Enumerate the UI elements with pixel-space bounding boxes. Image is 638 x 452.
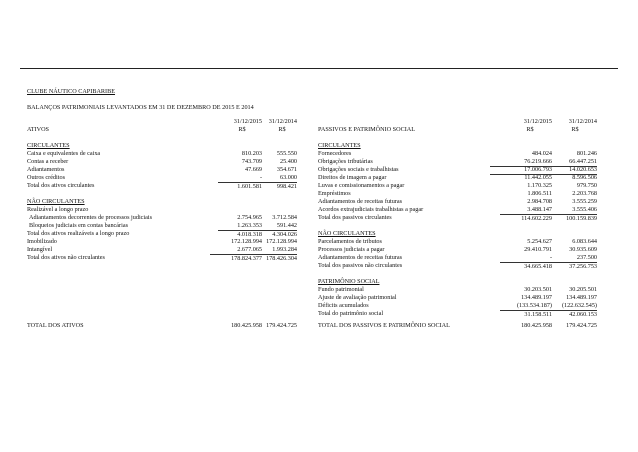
realizable-heading: Realizável a longo prazo bbox=[27, 206, 89, 213]
asset-row-label: Intangível bbox=[27, 246, 53, 253]
asset-row-2014: 63.000 bbox=[279, 174, 297, 181]
equity-row-2014: 134.489.197 bbox=[566, 294, 597, 301]
liability-row-2014: 14.020.653 bbox=[552, 166, 597, 175]
asset-row-label: Adiantamentos decorrentes de processos judiciais bbox=[29, 214, 153, 221]
total-row-2015: 114.602.229 bbox=[500, 214, 552, 223]
total-row-2014: 37.256.753 bbox=[552, 262, 597, 271]
asset-row-label: Bloqueios judiciais em contas bancárias bbox=[29, 222, 128, 229]
liab-currency-2014: R$ bbox=[571, 126, 579, 133]
asset-row-2014: 25.400 bbox=[279, 158, 297, 165]
asset-row-2015: 743.709 bbox=[241, 158, 262, 165]
asset-row-2015: 810.203 bbox=[241, 150, 262, 157]
liab-grand-total-2015: 180.425.958 bbox=[521, 322, 552, 329]
equity-row-2015: 134.489.197 bbox=[521, 294, 552, 301]
liability-row-label: Acordos extrajudiciais trabalhistas a pagar bbox=[318, 206, 424, 213]
liability-row-label: Parcelamentos de tributos bbox=[318, 238, 382, 245]
asset-row-2014: 172.128.994 bbox=[266, 238, 297, 245]
liability-row-2014: 8.596.506 bbox=[572, 174, 597, 181]
asset-row-2015: 2.754.965 bbox=[237, 214, 262, 221]
asset-row-label: Imobilizado bbox=[27, 238, 57, 245]
total-row-2015: 34.665.418 bbox=[500, 262, 552, 271]
liab-currency-2015: R$ bbox=[526, 126, 534, 133]
total-row-2014: 998.421 bbox=[262, 182, 297, 191]
liability-row-2015: 2.984.708 bbox=[527, 198, 552, 205]
equity-row-label: Fundo patrimonial bbox=[318, 286, 364, 293]
liability-row-2014: 2.203.768 bbox=[572, 190, 597, 197]
total-row-2015: 178.824.377 bbox=[210, 254, 262, 263]
assets-col-2015: 31/12/2015 bbox=[233, 118, 262, 125]
total-row-label: Total dos ativos circulantes bbox=[27, 182, 95, 189]
liab-noncurrent-heading: NÃO CIRCULANTES bbox=[318, 230, 376, 237]
liability-row-2014: 979.750 bbox=[576, 182, 597, 189]
assets-grand-total-label: TOTAL DOS ATIVOS bbox=[27, 322, 84, 329]
assets-currency-2015: R$ bbox=[238, 126, 246, 133]
top-rule bbox=[20, 68, 618, 69]
total-row-2015: 1.601.581 bbox=[218, 182, 262, 191]
liability-row-label: Luvas e comissionamentos a pagar bbox=[318, 182, 405, 189]
liability-row-2015: 29.410.791 bbox=[524, 246, 552, 253]
liability-row-label: Adiantamentos de receitas futuras bbox=[318, 198, 403, 205]
liability-row-2014: 3.555.406 bbox=[572, 206, 597, 213]
liability-row-2014: 3.555.259 bbox=[572, 198, 597, 205]
liability-row-label: Direitos de imagem a pagar bbox=[318, 174, 387, 181]
assets-noncurrent-heading: NÃO CIRCULANTES bbox=[27, 198, 85, 205]
total-row-label: Total dos ativos não circulantes bbox=[27, 254, 105, 261]
liability-row-label: Fornecedores bbox=[318, 150, 352, 157]
total-row-2014: 100.159.839 bbox=[552, 214, 597, 223]
liability-row-2015: 1.170.325 bbox=[527, 182, 552, 189]
asset-row-label: Outros créditos bbox=[27, 174, 65, 181]
liability-row-2014: 237.500 bbox=[576, 254, 597, 261]
liability-row-2014: 801.246 bbox=[576, 150, 597, 157]
asset-row-label: Contas a receber bbox=[27, 158, 69, 165]
asset-row-2014: 555.550 bbox=[276, 150, 297, 157]
assets-grand-total-2015: 180.425.958 bbox=[231, 322, 262, 329]
asset-row-2015: 172.128.994 bbox=[231, 238, 262, 245]
liability-row-2015: 3.488.147 bbox=[527, 206, 552, 213]
liab-grand-total-label: TOTAL DOS PASSIVOS E PATRIMÔNIO SOCIAL bbox=[318, 322, 450, 329]
assets-grand-total-2014: 179.424.725 bbox=[266, 322, 297, 329]
equity-row-label: Ajuste de avaliação patrimonial bbox=[318, 294, 397, 301]
liability-row-2015: 5.254.627 bbox=[527, 238, 552, 245]
company-name: CLUBE NÁUTICO CAPIBARIBE bbox=[27, 88, 116, 95]
equity-heading: PATRIMÔNIO SOCIAL bbox=[318, 278, 380, 285]
total-row-label: Total dos passivos circulantes bbox=[318, 214, 392, 221]
asset-row-2014: 354.671 bbox=[276, 166, 297, 173]
assets-col-2014: 31/12/2014 bbox=[268, 118, 297, 125]
total-row-label: Total do patrimônio social bbox=[318, 310, 384, 317]
equity-row-2014: 30.205.501 bbox=[569, 286, 597, 293]
liab-current-heading: CIRCULANTES bbox=[318, 142, 361, 149]
asset-row-2014: 591.442 bbox=[276, 222, 297, 229]
liability-row-label: Obrigações sociais e trabalhistas bbox=[318, 166, 399, 173]
liability-row-2015: 484.024 bbox=[531, 150, 552, 157]
asset-row-label: Adiantamentos bbox=[27, 166, 65, 173]
liability-row-2015: 11.442.055 bbox=[524, 174, 552, 181]
assets-currency-2014: R$ bbox=[278, 126, 286, 133]
assets-current-heading: CIRCULANTES bbox=[27, 142, 70, 149]
total-row-2015: 31.158.511 bbox=[500, 310, 552, 319]
equity-row-2015: 30.203.501 bbox=[524, 286, 552, 293]
total-row-2014: 4.304.026 bbox=[262, 230, 297, 239]
liab-grand-total-2014: 179.424.725 bbox=[566, 322, 597, 329]
total-row-label: Total dos passivos não circulantes bbox=[318, 262, 403, 269]
liab-col-2014: 31/12/2014 bbox=[568, 118, 597, 125]
total-row-2014: 178.426.304 bbox=[252, 254, 297, 263]
liability-row-label: Obrigações tributárias bbox=[318, 158, 373, 165]
liability-row-2014: 30.935.609 bbox=[569, 246, 597, 253]
asset-row-2015: 47.669 bbox=[244, 166, 262, 173]
liability-row-label: Adiantamentos de receitas futuras bbox=[318, 254, 403, 261]
asset-row-label: Caixa e equivalentes de caixa bbox=[27, 150, 101, 157]
equity-row-label: Déficits acumulados bbox=[318, 302, 369, 309]
assets-heading: ATIVOS bbox=[27, 126, 49, 133]
liability-row-label: Empréstimos bbox=[318, 190, 351, 197]
liability-row-2014: 66.447.251 bbox=[552, 158, 597, 167]
asset-row-2015: - bbox=[259, 174, 262, 181]
total-row-2015: 4.018.318 bbox=[218, 230, 262, 239]
liability-row-2015: 76.219.666 bbox=[490, 158, 552, 167]
total-row-2014: 42.060.153 bbox=[552, 310, 597, 319]
liability-row-label: Processos judiciais a pagar bbox=[318, 246, 385, 253]
total-row-label: Total dos ativos realizáveis a longo prazo bbox=[27, 230, 130, 237]
liabilities-heading: PASSIVOS E PATRIMÔNIO SOCIAL bbox=[318, 126, 416, 133]
liability-row-2014: 6.083.644 bbox=[572, 238, 597, 245]
liability-row-2015: 1.806.511 bbox=[527, 190, 552, 197]
equity-row-2015: (133.534.187) bbox=[516, 302, 552, 309]
liability-row-2015: 17.006.793 bbox=[490, 166, 552, 175]
asset-row-2014: 1.993.284 bbox=[272, 246, 297, 253]
liab-col-2015: 31/12/2015 bbox=[523, 118, 552, 125]
asset-row-2014: 3.712.584 bbox=[272, 214, 297, 221]
asset-row-2015: 1.263.353 bbox=[237, 222, 262, 229]
liability-row-2015: - bbox=[549, 254, 552, 261]
asset-row-2015: 2.677.065 bbox=[237, 246, 262, 253]
statement-title: BALANÇOS PATRIMONIAIS LEVANTADOS EM 31 DE DEZEMBRO DE 2015 E 2014 bbox=[27, 104, 254, 111]
equity-row-2014: (122.632.545) bbox=[561, 302, 597, 309]
